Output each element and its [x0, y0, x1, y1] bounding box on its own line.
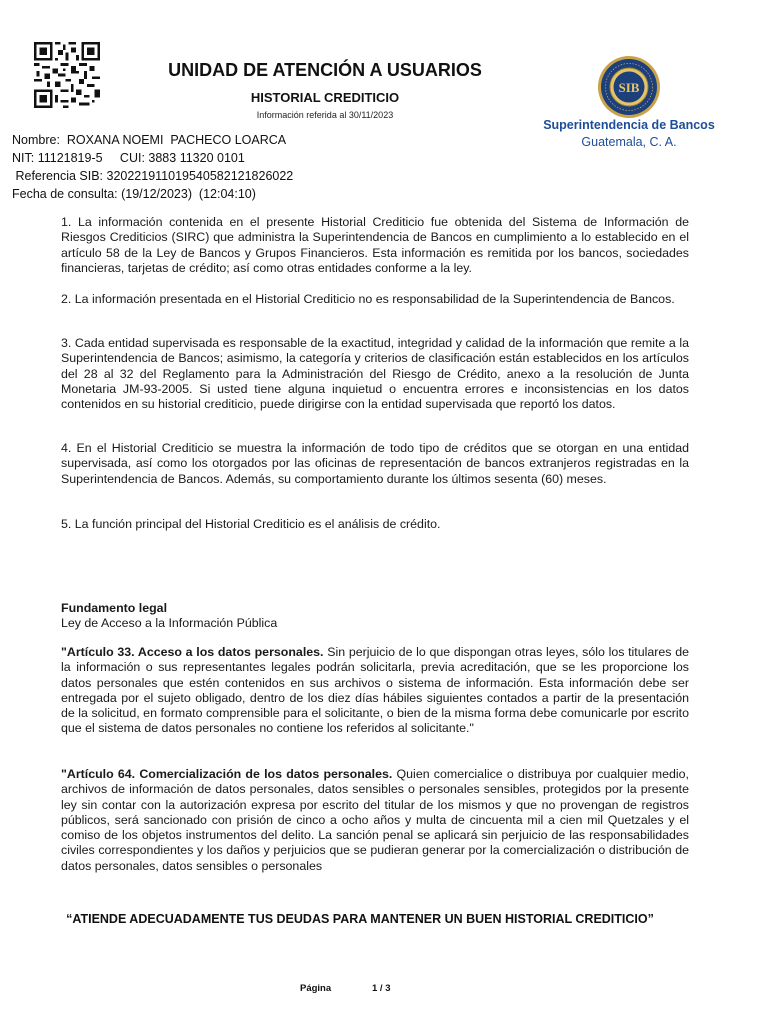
article-64	[61, 767, 689, 874]
article-64-text: Quien comercialice o distribuya por cualquier medio, archivos de información de datos personales, datos sensibles o personales sensibles, protegidos por la presente ley sin contar con la autorización expresa por escrito del titular de los mismos y que no provengan de registros públicos, será sancionado con prisión de cinco a ocho años y multa de cincuenta mil a cien mil Quetzales y el comiso de los objetos instrumentos del delito. La sanción penal se aplicará sin perjuicio de las responsabilidades civiles correspondientes y los daños y perjuicios que se pudieran generar por la comercialización o distribución de datos personales, datos sensibles o personales	[61, 767, 689, 873]
institution-location: Guatemala, C. A.	[581, 135, 677, 149]
article-33-title: "Artículo 33. Acceso a los datos personales.	[61, 645, 324, 659]
note-2: 2. La información presentada en el Historial Crediticio no es responsabilidad de la Superintendencia de Bancos.	[61, 292, 675, 306]
person-ids: NIT: 11121819-5 CUI: 3883 11320 0101	[12, 151, 245, 165]
document-title: UNIDAD DE ATENCIÓN A USUARIOS	[168, 60, 482, 80]
seal-letters: SIB	[618, 80, 640, 95]
note-1: 1. La información contenida en el presente Historial Crediticio fue obtenida del Sistema de Información de Riesgos Crediticios (SIRC) que administra la Superintendencia de Bancos en cumplimiento a lo establecido en el artículo 58 de la Ley de Bancos y Grupos Financieros. Esta información es remitida por los bancos, sociedades financieras, tarjetas de crédito; así como otras entidades conforme a la ley.	[61, 215, 689, 275]
page-number: 1 / 3	[372, 983, 391, 994]
page-label: Página	[300, 983, 332, 994]
document-subtitle: HISTORIAL CREDITICIO	[250, 90, 400, 105]
sib-seal-logo	[597, 55, 661, 119]
article-64-title: "Artículo 64. Comercialización de los datos personales.	[61, 767, 393, 781]
legal-law: Ley de Acceso a la Información Pública	[61, 616, 278, 630]
article-33	[61, 645, 689, 737]
article-33-text: Sin perjuicio de lo que dispongan otras leyes, sólo los titulares de la información o sus representantes legales podrán solicitarla, previa acreditación, que se les proporcione los datos personales que estén contenidos en sus archivos o sistema de información. Esta información debe ser entregada por el sujeto obligado, dentro de los diez días hábiles siguientes contados a partir de la presentación de la solicitud, en formato comprensible para el solicitante, o bien de la misma forma debe comunicarle por escrito que el sistema de datos personales no contiene los referidos al solicitante."	[61, 645, 689, 736]
person-name: Nombre: ROXANA NOEMI PACHECO LOARCA	[12, 133, 287, 147]
reference-date: Información referida al 30/11/2023	[256, 110, 394, 120]
note-5: 5. La función principal del Historial Crediticio es el análisis de crédito.	[61, 517, 441, 531]
note-3: 3. Cada entidad supervisada es responsable de la exactitud, integridad y calidad de la información que remite a la Superintendencia de Bancos; asimismo, la categoría y criterios de clasificación están establecidos en los artículos del 28 al 32 del Reglamento para la Administración del Riesgo de Crédito, anexo a la resolución de Junta Monetaria JM-93-2005. Si usted tiene alguna inquietud o encuentra errores e inconsistencias en los datos contenidos en su historial crediticio, puede dirigirse con la entidad supervisada que reportó los datos.	[61, 336, 689, 412]
sib-reference: Referencia SIB: 32022191101954058212182602​2	[12, 169, 294, 183]
legal-heading: Fundamento legal	[61, 601, 168, 615]
note-4: 4. En el Historial Crediticio se muestra la información de todo tipo de créditos que se otorgan en una entidad supervisada, así como los otorgados por las oficinas de representación de bancos extranjeros registradas en la Superintendencia de Bancos. Además, su comportamiento durante los últimos sesenta (60) meses.	[61, 441, 689, 486]
institution-name: Superintendencia de Bancos	[543, 118, 715, 132]
query-date: Fecha de consulta: (19/12/2023) (12:04:10)	[12, 187, 256, 201]
slogan: “ATIENDE ADECUADAMENTE TUS DEUDAS PARA MANTENER UN BUEN HISTORIAL CREDITICIO”	[66, 912, 654, 926]
